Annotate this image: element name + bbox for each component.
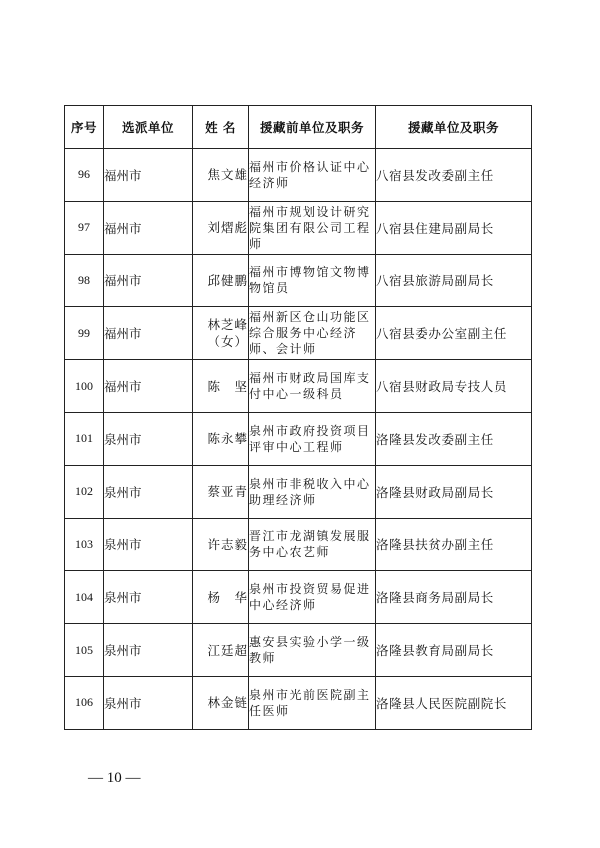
table-row [65, 676, 532, 729]
cell-serial-no: 101 [65, 412, 104, 465]
cell-serial-no: 96 [65, 149, 104, 202]
table-row [65, 571, 532, 624]
header-serial-no: 序号 [65, 106, 104, 149]
cell-dispatch-unit: 福州市 [104, 254, 193, 307]
cell-name: 陈 坚 [193, 360, 249, 413]
cell-tibet-unit-position: 洛隆县财政局副局长 [376, 465, 532, 518]
cell-prior-unit-position: 泉州市光前医院副主任医师 [249, 676, 376, 729]
cell-name: 蔡亚青 [193, 465, 249, 518]
table-row [65, 254, 532, 307]
cell-dispatch-unit: 泉州市 [104, 412, 193, 465]
header-dispatch-unit: 选派单位 [104, 106, 193, 149]
cell-prior-unit-position: 惠安县实验小学一级教师 [249, 624, 376, 677]
cell-name: 焦文雄 [193, 149, 249, 202]
cell-name: 刘熠彪 [193, 201, 249, 254]
table-header-row [65, 106, 532, 149]
cell-name: 江廷超 [193, 624, 249, 677]
cell-serial-no: 97 [65, 201, 104, 254]
cell-tibet-unit-position: 八宿县旅游局副局长 [376, 254, 532, 307]
cell-serial-no: 103 [65, 518, 104, 571]
cell-dispatch-unit: 泉州市 [104, 571, 193, 624]
cell-dispatch-unit: 泉州市 [104, 518, 193, 571]
cell-dispatch-unit: 福州市 [104, 307, 193, 360]
header-tibet-unit-position: 援藏单位及职务 [376, 106, 532, 149]
table-row [65, 518, 532, 571]
cell-prior-unit-position: 福州市财政局国库支付中心一级科员 [249, 360, 376, 413]
cell-prior-unit-position: 福州市规划设计研究院集团有限公司工程师 [249, 201, 376, 254]
cell-tibet-unit-position: 洛隆县扶贫办副主任 [376, 518, 532, 571]
cell-tibet-unit-position: 八宿县住建局副局长 [376, 201, 532, 254]
cell-dispatch-unit: 泉州市 [104, 465, 193, 518]
cell-serial-no: 102 [65, 465, 104, 518]
cell-name: 杨 华 [193, 571, 249, 624]
cell-tibet-unit-position: 洛隆县商务局副局长 [376, 571, 532, 624]
cell-serial-no: 105 [65, 624, 104, 677]
cell-prior-unit-position: 福州市博物馆文物博物馆员 [249, 254, 376, 307]
table-row [65, 360, 532, 413]
cell-tibet-unit-position: 洛隆县教育局副局长 [376, 624, 532, 677]
personnel-table [64, 105, 532, 730]
table-row [65, 307, 532, 360]
cell-serial-no: 104 [65, 571, 104, 624]
header-name: 姓 名 [193, 106, 249, 149]
cell-tibet-unit-position: 八宿县财政局专技人员 [376, 360, 532, 413]
cell-serial-no: 99 [65, 307, 104, 360]
cell-serial-no: 98 [65, 254, 104, 307]
page-number: — 10 — [88, 770, 141, 786]
header-prior-unit-position: 援藏前单位及职务 [249, 106, 376, 149]
table-row [65, 412, 532, 465]
cell-tibet-unit-position: 八宿县发改委副主任 [376, 149, 532, 202]
cell-name: 邱健鹏 [193, 254, 249, 307]
cell-serial-no: 100 [65, 360, 104, 413]
cell-prior-unit-position: 晋江市龙湖镇发展服务中心农艺师 [249, 518, 376, 571]
cell-prior-unit-position: 泉州市投资贸易促进中心经济师 [249, 571, 376, 624]
cell-dispatch-unit: 福州市 [104, 360, 193, 413]
cell-name: 许志毅 [193, 518, 249, 571]
cell-dispatch-unit: 福州市 [104, 201, 193, 254]
cell-tibet-unit-position: 八宿县委办公室副主任 [376, 307, 532, 360]
cell-tibet-unit-position: 洛隆县人民医院副院长 [376, 676, 532, 729]
cell-prior-unit-position: 泉州市非税收入中心助理经济师 [249, 465, 376, 518]
table-row [65, 465, 532, 518]
cell-name: 林金链 [193, 676, 249, 729]
table-row [65, 201, 532, 254]
cell-name: 林芝峰（女） [193, 307, 249, 360]
cell-prior-unit-position: 福州新区仓山功能区综合服务中心经济师、会计师 [249, 307, 376, 360]
cell-dispatch-unit: 福州市 [104, 149, 193, 202]
cell-tibet-unit-position: 洛隆县发改委副主任 [376, 412, 532, 465]
table-row [65, 149, 532, 202]
cell-dispatch-unit: 泉州市 [104, 624, 193, 677]
cell-serial-no: 106 [65, 676, 104, 729]
cell-dispatch-unit: 泉州市 [104, 676, 193, 729]
cell-prior-unit-position: 福州市价格认证中心经济师 [249, 149, 376, 202]
cell-name: 陈永攀 [193, 412, 249, 465]
table-row [65, 624, 532, 677]
table-body [65, 149, 532, 730]
cell-prior-unit-position: 泉州市政府投资项目评审中心工程师 [249, 412, 376, 465]
